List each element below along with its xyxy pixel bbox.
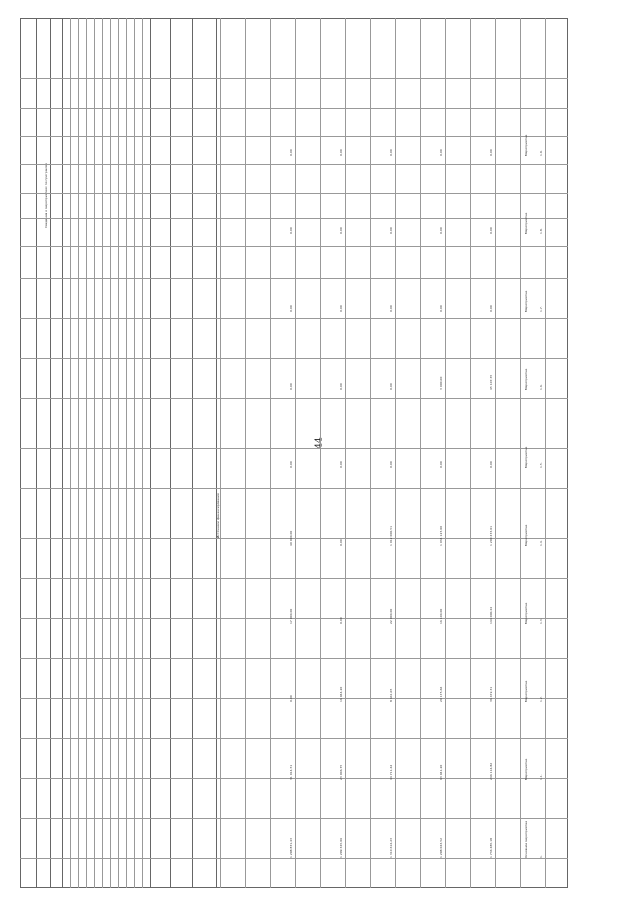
table-column-divider — [295, 18, 296, 888]
table-cell: 1 736 485,18 — [489, 837, 493, 858]
row-name: Мероприятие — [524, 368, 528, 390]
table-column-divider — [520, 18, 521, 888]
row-name: Мероприятие — [524, 680, 528, 702]
row-number: 1.5. — [539, 462, 543, 468]
table-cell: 0,00 — [389, 305, 393, 312]
table-cell: 0,00 — [489, 461, 493, 468]
table-column-divider — [345, 18, 346, 888]
table-cell: 0,00 — [289, 305, 293, 312]
row-name: Мероприятие — [524, 758, 528, 780]
table-cell: 0,00 — [339, 539, 343, 546]
table-column-divider — [320, 18, 321, 888]
table-column-divider — [370, 18, 371, 888]
page-number: 44 — [314, 437, 325, 449]
table-cell: 36 472,31 — [489, 686, 493, 702]
table-cell: 3 000,00 — [439, 376, 443, 390]
table-cell: 0,00 — [439, 305, 443, 312]
table-row-divider — [20, 578, 568, 579]
table-cell: 1 299 345,06 — [339, 837, 343, 858]
table-cell: 8 641,05 — [389, 688, 393, 702]
table-cell: 23 006,75 — [339, 764, 343, 780]
table-row-divider — [20, 538, 568, 539]
table-cell: 0,00 — [339, 305, 343, 312]
table-row-divider — [20, 488, 568, 489]
row-number: 1. — [539, 855, 543, 858]
table-column-divider — [245, 18, 246, 888]
table-cell: 0,00 — [289, 695, 293, 702]
table-row-divider — [20, 398, 568, 399]
table-column-divider — [395, 18, 396, 888]
table-cell: 1 310 614,23 — [389, 837, 393, 858]
table-column-divider — [445, 18, 446, 888]
table-cell: 0,00 — [289, 149, 293, 156]
row-name: Мероприятие — [524, 134, 528, 156]
table-column-divider — [420, 18, 421, 888]
table-cell: 20 175,66 — [439, 686, 443, 702]
row-number: 1.8. — [539, 228, 543, 234]
table-cell: 44 711,42 — [389, 764, 393, 780]
table-cell: 0,00 — [289, 383, 293, 390]
row-number: 1.1. — [539, 774, 543, 780]
table-cell: 0,00 — [289, 461, 293, 468]
table-row-divider — [20, 778, 568, 779]
table-row-divider — [20, 618, 568, 619]
table-cell: 0,00 — [389, 227, 393, 234]
table-column-divider — [470, 18, 471, 888]
table-cell: 31 014,51 — [289, 764, 293, 780]
table-row-divider — [20, 164, 568, 165]
table-row-divider — [20, 858, 568, 859]
table-column-divider — [495, 18, 496, 888]
table-cell: 0,00 — [339, 149, 343, 156]
row-number: 1.9. — [539, 150, 543, 156]
table-cell: 0,00 — [289, 227, 293, 234]
table-cell: 246 114,82 — [489, 762, 493, 780]
header-top-title: Источники финансирования — [216, 493, 220, 538]
table-row-divider — [20, 448, 568, 449]
row-name: Мероприятие — [524, 290, 528, 312]
row-name: Мероприятие — [524, 602, 528, 624]
row-number: 1.7. — [539, 306, 543, 312]
table-cell: 0,00 — [489, 227, 493, 234]
table-row-divider — [20, 738, 568, 739]
row-number: 1.4. — [539, 540, 543, 546]
table-row-divider — [20, 218, 568, 219]
table-cell: 17 000,00 — [289, 608, 293, 624]
table-row-divider — [20, 818, 568, 819]
table-cell: 1 298 043,52 — [439, 837, 443, 858]
table-column-divider — [220, 18, 221, 888]
table-cell: 0,00 — [339, 227, 343, 234]
row-number: 1.6. — [539, 384, 543, 390]
table-cell: 16 044,20 — [339, 686, 343, 702]
row-name: Мероприятие — [524, 446, 528, 468]
row-name: Основное мероприятие — [524, 820, 528, 858]
table-cell: 1 034 127,00 — [439, 525, 443, 546]
table-cell: 0,00 — [489, 149, 493, 156]
table-cell: 0,00 — [439, 461, 443, 468]
table-cell: 0,00 — [439, 149, 443, 156]
table-cell: 0,00 — [339, 383, 343, 390]
table-cell: 1 298 871,43 — [289, 837, 293, 858]
table-cell: 0,00 — [339, 461, 343, 468]
table-row-divider — [20, 78, 568, 79]
table-row-divider — [20, 246, 568, 247]
table-row-divider — [20, 193, 568, 194]
table-cell: 144 000,44 — [489, 606, 493, 624]
table-cell: 0,00 — [389, 461, 393, 468]
table-cell: 45 107,35 — [489, 374, 493, 390]
row-number: 1.3. — [539, 618, 543, 624]
row-name: Мероприятие — [524, 524, 528, 546]
table-cell: 22 000,00 — [389, 608, 393, 624]
row-number: 1.2. — [539, 696, 543, 702]
rotated-table — [20, 18, 568, 888]
table-cell: 63 041,20 — [439, 764, 443, 780]
row-name: Мероприятие — [524, 212, 528, 234]
table-row-divider — [20, 658, 568, 659]
table-cell: 0,00 — [389, 149, 393, 156]
table-row-divider — [20, 698, 568, 699]
table-column-divider — [545, 18, 546, 888]
table-cell: 1 200 473,01 — [489, 525, 493, 546]
table-cell: 0,00 — [439, 227, 443, 234]
table-row-divider — [20, 278, 568, 279]
table-cell: 40 000,00 — [289, 530, 293, 546]
table-cell: 16 100,00 — [439, 608, 443, 624]
table-row-divider — [20, 108, 568, 109]
table-row-divider — [20, 318, 568, 319]
table-row-divider — [20, 358, 568, 359]
table-cell: 1 012 000,51 — [389, 525, 393, 546]
table-cell: 0,00 — [489, 305, 493, 312]
header-group-title: Сведения о мероприятиях по программе — [44, 163, 48, 228]
table-column-divider — [270, 18, 271, 888]
table-cell: 0,00 — [339, 617, 343, 624]
table-row-divider — [20, 136, 568, 137]
table-cell: 0,00 — [389, 383, 393, 390]
